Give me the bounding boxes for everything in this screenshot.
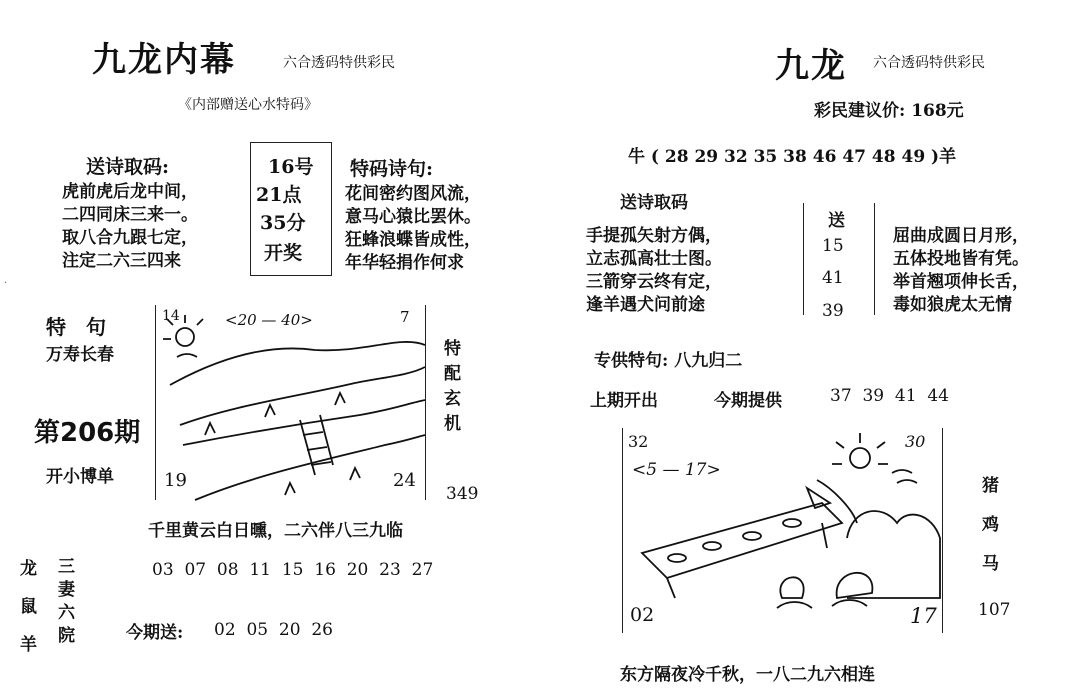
- animal-char: 鼠: [20, 597, 37, 617]
- price-label: 彩民建议价: 168元: [814, 101, 964, 121]
- pic-number-tr: 7: [400, 308, 410, 326]
- right-poem-header: 送诗取码: [620, 193, 688, 213]
- number: 03: [152, 560, 174, 580]
- number: 11: [249, 560, 271, 580]
- pei-char: 玄: [444, 389, 461, 409]
- draw-box-line: 开奖: [264, 242, 303, 264]
- number: 16: [314, 560, 336, 580]
- animals-right: [982, 467, 999, 584]
- poem-line: 屈曲成圆日月形，: [893, 226, 1029, 246]
- poem-line: 手提孤矢射方偶，: [586, 226, 722, 246]
- pic-number-br: 17: [910, 604, 937, 628]
- divider: [874, 203, 875, 315]
- left-poem-bottom: 千里黄云白日曛，二六伴八三九临: [148, 521, 403, 541]
- number: 23: [379, 560, 401, 580]
- pic-number-tl: 14: [162, 308, 180, 324]
- pic-number-tl: 32: [628, 432, 649, 451]
- number: 26: [311, 620, 333, 640]
- number: 20: [278, 620, 301, 640]
- animal-char: 马: [982, 554, 999, 574]
- left-title: 九龙内幕: [92, 40, 236, 80]
- right-title: 九龙: [775, 46, 847, 86]
- right-poem: [586, 225, 722, 317]
- poem-line: 注定二六三四来: [62, 251, 181, 271]
- poem-line: 毒如狼虎太无情: [893, 295, 1012, 315]
- draw-box-line: 21点: [256, 184, 302, 206]
- pic-number-br: 24: [393, 470, 416, 491]
- num-349: 349: [446, 484, 479, 504]
- pic-number-bl: 02: [630, 604, 655, 626]
- send-number: 15: [822, 236, 844, 256]
- number: 07: [184, 560, 207, 580]
- number: 44: [927, 386, 949, 406]
- san-qi-char: 妻: [58, 580, 75, 600]
- niu-row: 牛 ( 28 29 32 35 38 46 47 48 49 )羊: [628, 147, 957, 167]
- sun-icon: [176, 328, 194, 346]
- jin-qi-label: 今期送:: [126, 623, 184, 643]
- left-gift-line: 《内部赠送心水特码》: [178, 97, 318, 113]
- numbers-row: [152, 560, 433, 580]
- jin-qi-numbers: [214, 620, 333, 640]
- pei-char: 配: [444, 364, 461, 384]
- poem-line: 年华轻捐作何求: [345, 253, 464, 273]
- number: 41: [894, 386, 917, 406]
- provide-numbers: [830, 386, 949, 406]
- pei-char: 机: [444, 414, 461, 434]
- poem-line: 狂蜂浪蝶皆成性，: [345, 230, 481, 250]
- san-qi-char: 六: [58, 603, 75, 623]
- poem-line: 花间密约图风流，: [345, 184, 481, 204]
- num-107: 107: [978, 600, 1011, 620]
- number: 02: [214, 620, 236, 640]
- animal-char: 鸡: [982, 515, 999, 535]
- pic-range: <5 — 17>: [632, 460, 721, 480]
- number: 39: [862, 386, 885, 406]
- right-poem-bottom: 东方隔夜冷千秋，一八二九六相连: [620, 665, 875, 685]
- landscape-sketch: [155, 305, 427, 501]
- animal-char: 猪: [982, 476, 999, 496]
- send-label: 送: [828, 211, 845, 231]
- pic-range: <20 — 40>: [225, 311, 313, 329]
- te-ju-label: 特 句: [46, 315, 106, 339]
- left-poem: [62, 181, 198, 273]
- san-qi-col: [58, 556, 75, 648]
- animals-col: [20, 550, 37, 664]
- send-number: 39: [822, 301, 844, 321]
- poem-line: 意马心猿比罢休。: [345, 207, 481, 227]
- poem-line: 举首翘项伸长舌，: [893, 272, 1029, 292]
- san-qi-char: 三: [58, 557, 75, 577]
- pic-number-bl: 19: [164, 470, 187, 491]
- issue-number: 第206期: [34, 418, 141, 448]
- number: 27: [411, 560, 434, 580]
- right-subtitle: 六合透码特供彩民: [873, 55, 985, 71]
- poem-line: 三箭穿云终有定，: [586, 272, 722, 292]
- pei-vertical: [444, 337, 461, 437]
- number: 05: [246, 620, 269, 640]
- send-number: 41: [822, 268, 844, 288]
- right-poem-2: [893, 225, 1029, 317]
- edge-dot: ·: [4, 278, 8, 289]
- pei-char: 特: [444, 339, 461, 359]
- sun-icon: [850, 448, 870, 468]
- poem-line: 虎前虎后龙中间，: [62, 182, 198, 202]
- number: 37: [830, 386, 852, 406]
- last-issue-label: 上期开出: [590, 391, 658, 411]
- this-issue-label: 今期提供: [714, 391, 782, 411]
- number: 20: [346, 560, 369, 580]
- number: 08: [216, 560, 239, 580]
- animal-char: 羊: [20, 635, 37, 655]
- number: 15: [281, 560, 304, 580]
- left-poem-header: 送诗取码:: [86, 156, 170, 178]
- poem-line: 五体投地皆有凭。: [893, 249, 1029, 269]
- poem-line: 二四同床三来一。: [62, 205, 198, 225]
- special-phrase: 专供特句: 八九归二: [594, 351, 743, 371]
- draw-box-line: 35分: [260, 212, 306, 234]
- pic-number-tr: 30: [905, 432, 926, 451]
- wan-shou-label: 万寿长春: [46, 345, 114, 365]
- poem-line: 逢羊遇犬问前途: [586, 295, 705, 315]
- draw-box-line: 16号: [268, 156, 314, 178]
- san-qi-char: 院: [58, 626, 75, 646]
- kai-xiao-label: 开小博单: [46, 467, 114, 487]
- special-poem: [345, 183, 481, 275]
- poem-line: 立志孤高壮士图。: [586, 249, 722, 269]
- special-header: 特码诗句:: [350, 158, 434, 180]
- left-subtitle: 六合透码特供彩民: [283, 55, 395, 71]
- bridge-sketch: [622, 428, 944, 634]
- poem-line: 取八合九跟七定，: [62, 228, 198, 248]
- animal-char: 龙: [20, 559, 37, 579]
- divider: [803, 203, 804, 315]
